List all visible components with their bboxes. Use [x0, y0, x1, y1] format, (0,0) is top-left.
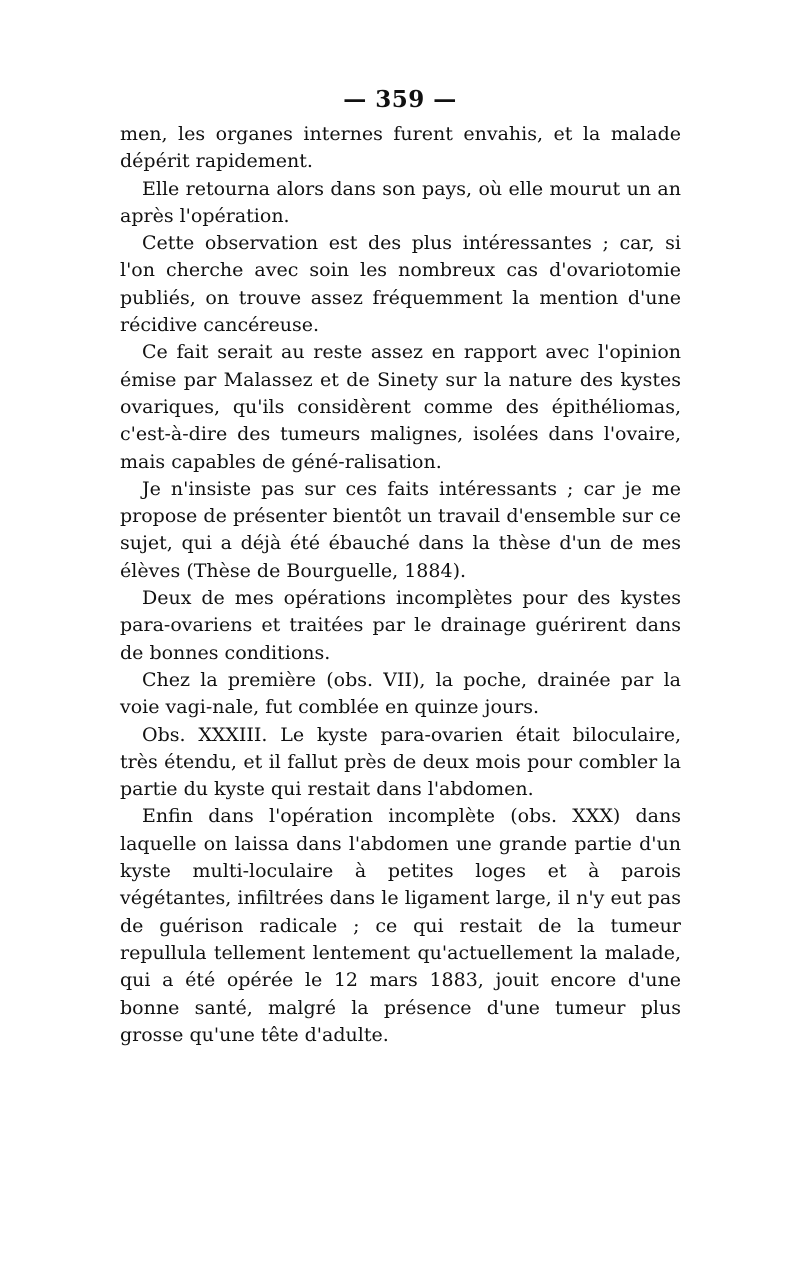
- paragraph-3: Cette observation est des plus intéressantes ; car, si l'on cherche avec soin les nombreux cas d'ovariotomie publiés, on trouve assez fréquemment la mention d'une récidive cancéreuse.: [120, 232, 681, 337]
- paragraph-5: Je n'insiste pas sur ces faits intéressants ; car je me propose de présenter bientôt un travail d'ensemble sur ce sujet, qui a déjà été ébauché dans la thèse d'un de mes élèves (Thèse de Bourguelle, 1884).: [120, 477, 681, 582]
- paragraph-7: Chez la première (obs. VII), la poche, drainée par la voie vagi-nale, fut comblée en quinze jours.: [120, 668, 681, 719]
- paragraph-6: Deux de mes opérations incomplètes pour des kystes para-ovariens et traitées par le drainage guérirent dans de bonnes conditions.: [120, 587, 681, 664]
- paragraph-2: Elle retourna alors dans son pays, où elle mourut un an après l'opération.: [120, 177, 681, 227]
- paragraph-1: men, les organes internes furent envahis, et la malade dépérit rapidement.: [120, 123, 681, 173]
- paragraph-4: Ce fait serait au reste assez en rapport avec l'opinion émise par Malassez et de Sinety sur la nature des kystes ovariques, qu'ils considèrent comme des épithéliomas, c'est-à-dire des tumeurs malignes, isolées dans l'ovaire, mais capables de géné-ralisation.: [120, 341, 681, 473]
- page-body: [120, 121, 681, 1049]
- paragraph-8: Obs. XXXIII. Le kyste para-ovarien était biloculaire, très étendu, et il fallut près de deux mois pour combler la partie du kyste qui restait dans l'abdomen.: [120, 723, 681, 801]
- paragraph-9: Enfin dans l'opération incomplète (obs. XXX) dans laquelle on laissa dans l'abdomen une grande partie d'un kyste multi-loculaire à petites loges et à parois végétantes, infiltrées dans le ligament large, il n'y eut pas de guérison radicale ; ce qui restait de la tumeur repullula tellement lentement qu'actuellement la malade, qui a été opérée le 12 mars 1883, jouit encore d'une bonne santé, malgré la présence d'une tumeur plus grosse qu'une tête d'adulte.: [120, 805, 681, 1046]
- page-number: — 359 —: [343, 86, 457, 113]
